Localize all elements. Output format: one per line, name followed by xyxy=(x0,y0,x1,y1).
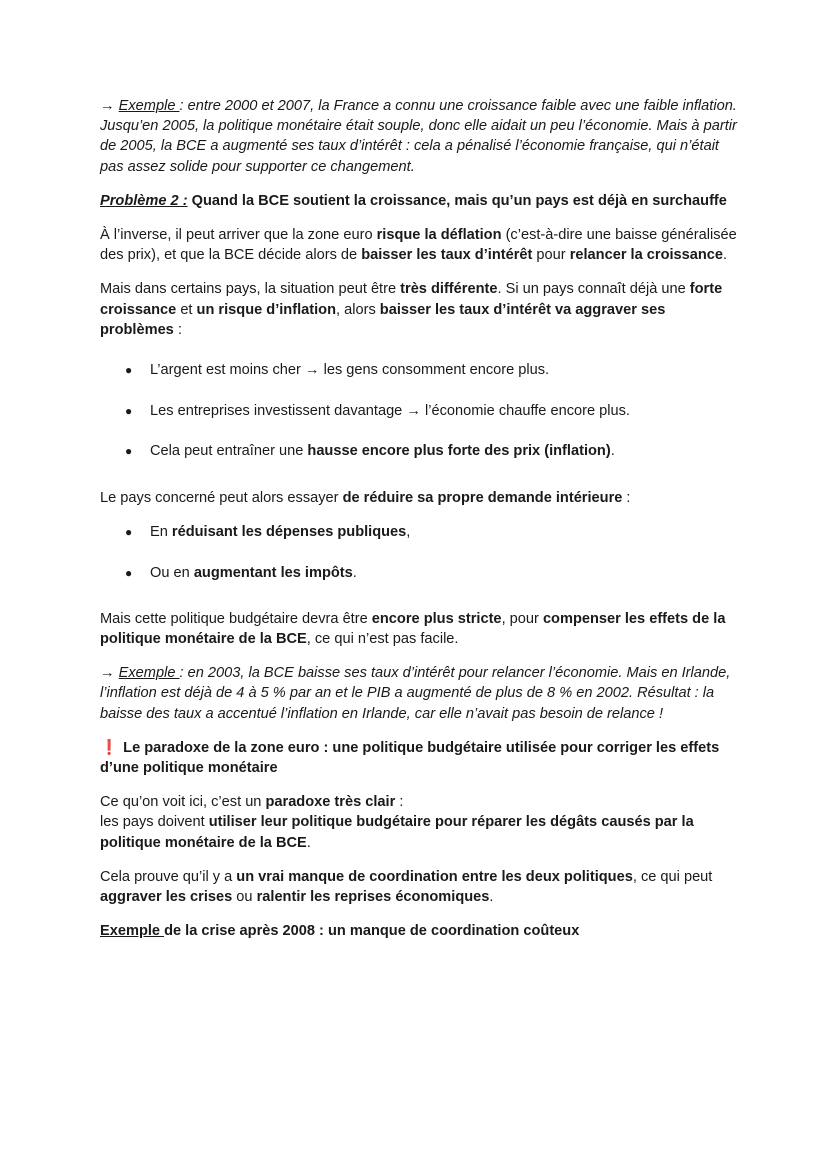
bold-run: très différente xyxy=(400,281,498,298)
problem-2-label: Problème 2 : xyxy=(100,192,188,209)
paragraph-coordination xyxy=(100,867,740,907)
text-run: En xyxy=(150,523,172,540)
text-run: . xyxy=(306,834,311,851)
text-run: : xyxy=(622,489,631,506)
example-paragraph-ireland xyxy=(100,663,740,724)
paradox-heading xyxy=(100,738,740,778)
document-page xyxy=(100,96,740,955)
bold-run: aggraver les crises xyxy=(100,888,233,905)
text-run: Le pays concerné peut alors essayer xyxy=(100,489,343,506)
text-run: Ce qu’on voit ici, c’est un xyxy=(100,794,266,811)
text-run: . xyxy=(489,888,494,905)
text-run: . Si un pays connaît déjà une xyxy=(497,281,690,298)
bold-run: baisser les taux d’intérêt xyxy=(361,247,533,264)
list-item xyxy=(100,563,740,583)
bold-run: hausse encore plus forte des prix (inflation) xyxy=(307,443,611,460)
arrow-icon: → xyxy=(100,98,119,114)
example-label: Exemple xyxy=(100,923,165,940)
arrow-icon: → xyxy=(100,665,119,682)
example-paragraph-france xyxy=(100,96,740,177)
bold-run: un risque d’inflation xyxy=(196,301,336,318)
text-run: . xyxy=(352,564,357,581)
example-text: : entre 2000 et 2007, la France a connu une croissance faible avec une faible inflation. Jusqu’en 2005, la politique monétaire était souple, donc elle aidait un peu l’économie. Mais à partir de 2005, la BCE a augmenté ses taux d’intérêt : cela a pénalisé l’économie française, qui n’était pas assez solide pour supporter ce changement. xyxy=(100,98,737,175)
bullet-icon: ● xyxy=(125,565,133,580)
bold-run: compenser les effets de la politique monétaire de la BCE xyxy=(100,610,726,647)
list-item xyxy=(100,441,740,461)
example-text: : en 2003, la BCE baisse ses taux d’intérêt pour relancer l’économie. Mais en Irlande, l’inflation est déjà de 4 à 5 % par an et le PIB a augmenté de plus de 8 % en 2002. Résultat : la baisse des taux a accentué l’inflation en Irlande, car elle n’avait pas besoin de relance ! xyxy=(100,665,731,722)
text-run: , alors xyxy=(336,301,380,318)
list-item xyxy=(100,360,740,380)
text-run: , ce qui peut xyxy=(632,868,713,885)
bold-run: forte croissance xyxy=(100,281,723,318)
text-run: . xyxy=(723,247,728,264)
bold-run: risque la déflation xyxy=(376,227,502,244)
text-run: ou xyxy=(232,888,257,905)
list-item-text: Les entreprises investissent davantage → l’économie chauffe encore plus. xyxy=(150,402,630,419)
text-run: , xyxy=(406,523,411,540)
text-run: : xyxy=(395,794,404,811)
crisis-2008-heading xyxy=(100,921,740,941)
measures-list xyxy=(100,522,740,583)
bold-run: augmentant les impôts xyxy=(193,564,353,581)
paragraph-domestic-demand xyxy=(100,488,740,508)
problem-2-title: Quand la BCE soutient la croissance, mais qu’un pays est déjà en surchauffe xyxy=(187,192,727,209)
paradox-title: Le paradoxe de la zone euro : une politique budgétaire utilisée pour corriger les effets d’une politique monétaire xyxy=(100,739,720,776)
text-run: . xyxy=(610,443,615,460)
bullet-icon: ● xyxy=(125,524,133,539)
text-run: : xyxy=(173,321,182,338)
text-run: , ce qui n’est pas facile. xyxy=(306,630,459,647)
bold-run: relancer la croissance xyxy=(569,247,724,264)
exclamation-icon: ❗ xyxy=(100,739,119,756)
text-run: pour xyxy=(532,247,570,264)
bold-run: ralentir les reprises économiques xyxy=(256,888,490,905)
list-item xyxy=(100,401,740,421)
text-run: les pays doivent xyxy=(100,814,209,831)
crisis-2008-title: de la crise après 2008 : un manque de coordination coûteux xyxy=(164,923,580,940)
example-label: Exemple xyxy=(118,98,180,114)
text-run: (c’est-à-dire une baisse généralisée des prix), et que la BCE décide alors de xyxy=(100,227,737,264)
bold-run: un vrai manque de coordination entre les deux politiques xyxy=(236,868,633,885)
text-run: Cela prouve qu’il y a xyxy=(100,868,237,885)
text-run: , pour xyxy=(501,610,543,627)
consequences-list xyxy=(100,360,740,462)
paragraph-paradox xyxy=(100,792,740,853)
bold-run: paradoxe très clair xyxy=(265,794,396,811)
list-item-text: L’argent est moins cher → les gens consomment encore plus. xyxy=(150,362,550,379)
bullet-icon: ● xyxy=(125,444,133,459)
bold-run: de réduire sa propre demande intérieure xyxy=(342,489,623,506)
bold-run: réduisant les dépenses publiques xyxy=(171,523,407,540)
paragraph-budget-policy xyxy=(100,609,740,649)
bullet-icon: ● xyxy=(125,403,133,418)
example-label: Exemple xyxy=(118,665,180,682)
bold-run: baisser les taux d’intérêt va aggraver ses problèmes xyxy=(100,301,666,338)
bullet-icon: ● xyxy=(125,363,133,378)
problem-2-heading xyxy=(100,191,740,211)
paragraph-overheating xyxy=(100,279,740,340)
bold-run: utiliser leur politique budgétaire pour réparer les dégâts causés par la politique monétaire de la BCE xyxy=(100,814,694,851)
text-run: et xyxy=(176,301,197,318)
bold-run: encore plus stricte xyxy=(371,610,502,627)
text-run: Mais cette politique budgétaire devra être xyxy=(100,610,372,627)
list-item xyxy=(100,522,740,542)
text-run: Ou en xyxy=(150,564,194,581)
paragraph-deflation xyxy=(100,225,740,265)
text-run: Mais dans certains pays, la situation peut être xyxy=(100,281,401,298)
list-item-text: Cela peut entraîner une xyxy=(150,443,308,460)
text-run: À l’inverse, il peut arriver que la zone euro xyxy=(100,227,377,244)
